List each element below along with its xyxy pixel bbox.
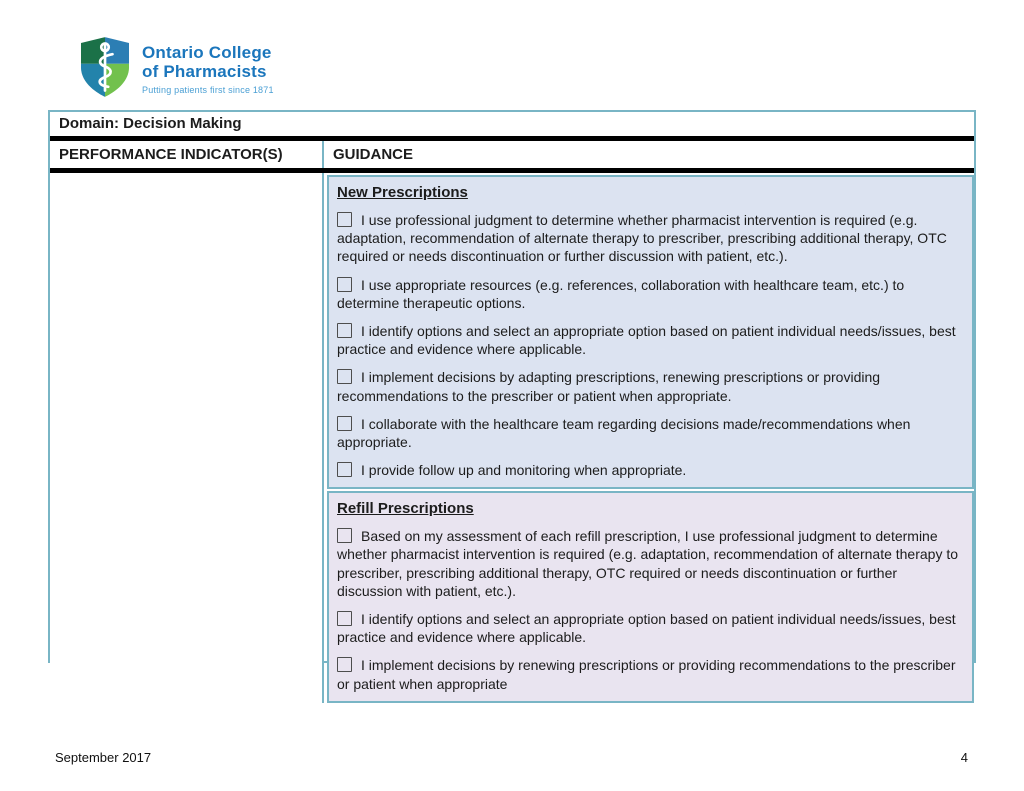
- logo-tagline: Putting patients first since 1871: [142, 85, 274, 96]
- guidance-checkbox-item: [337, 368, 962, 404]
- guidance-item-text: I provide follow up and monitoring when appropriate.: [361, 462, 687, 479]
- guidance-checkbox-item: [337, 461, 962, 479]
- guidance-item-text: I implement decisions by adapting prescriptions, renewing prescriptions or providing recommendations to the prescriber or patient when appropriate.: [337, 369, 881, 404]
- ocp-logo: [78, 36, 274, 98]
- guidance-item-text: I use appropriate resources (e.g. references, collaboration with healthcare team, etc.) to determine therapeutic options.: [337, 276, 905, 311]
- guidance-checkbox-item: [337, 322, 962, 358]
- guidance-item-text: I use professional judgment to determine whether pharmacist intervention is required (e.g. adaptation, recommendation of alternate therapy to prescriber, prescribing additional therapy, OTC required or needs discontinuation or further discussion with patient, etc.).: [337, 212, 947, 265]
- guidance-cell: [322, 173, 974, 703]
- guidance-section-refill-prescriptions: [327, 491, 974, 703]
- ocp-shield-logo: [78, 36, 132, 98]
- checkbox[interactable]: [337, 323, 352, 338]
- guidance-item-text: I identify options and select an appropriate option based on patient individual needs/issues, best practice and evidence where applicable.: [337, 322, 956, 358]
- guidance-checkbox-item: [337, 656, 962, 692]
- column-header-guidance: GUIDANCE: [322, 141, 974, 168]
- guidance-section-new-prescriptions: [327, 175, 974, 489]
- section-heading: New Prescriptions: [337, 184, 468, 201]
- org-name-line2: of Pharmacists: [142, 62, 267, 82]
- checkbox[interactable]: [337, 212, 352, 227]
- guidance-checkbox-item: [337, 415, 962, 451]
- performance-indicators-cell: [50, 173, 322, 703]
- checkbox[interactable]: [337, 462, 352, 477]
- section-heading: Refill Prescriptions: [337, 500, 474, 518]
- guidance-item-text: I implement decisions by renewing prescriptions or providing recommendations to the prescriber or patient when appropriate: [337, 657, 956, 692]
- checkbox[interactable]: [337, 611, 352, 626]
- checkbox[interactable]: [337, 277, 352, 292]
- guidance-checkbox-item: [337, 527, 962, 600]
- checkbox[interactable]: [337, 416, 352, 431]
- guidance-checkbox-item: [337, 610, 962, 646]
- org-name: [142, 43, 274, 95]
- domain-title: Domain: Decision Making: [59, 115, 242, 132]
- checkbox[interactable]: [337, 369, 352, 384]
- guidance-checkbox-item: [337, 276, 962, 312]
- page-number: 4: [960, 750, 968, 765]
- column-header-performance: PERFORMANCE INDICATOR(S): [59, 146, 283, 163]
- domain-header-row: [50, 112, 974, 141]
- competency-table: [48, 110, 976, 692]
- guidance-item-text: I collaborate with the healthcare team regarding decisions made/recommendations when appropriate.: [337, 415, 911, 450]
- guidance-checkbox-item: [337, 211, 962, 266]
- footer-date: September 2017: [55, 750, 152, 765]
- guidance-item-text: Based on my assessment of each refill prescription, I use professional judgment to determine whether pharmacist intervention is required (e.g. adaptation, recommendation of alternate therapy to prescriber, prescribing additional therapy, OTC required or needs discontinuation or further discussion with patient, etc.).: [337, 528, 959, 599]
- column-header-row: [50, 141, 974, 173]
- org-name-line1: Ontario College: [142, 43, 272, 62]
- checkbox[interactable]: [337, 657, 352, 672]
- table-body-row: [50, 173, 974, 692]
- guidance-item-text: I identify options and select an appropriate option based on patient individual needs/issues, best practice and evidence where applicable.: [337, 611, 956, 646]
- checkbox[interactable]: [337, 528, 352, 543]
